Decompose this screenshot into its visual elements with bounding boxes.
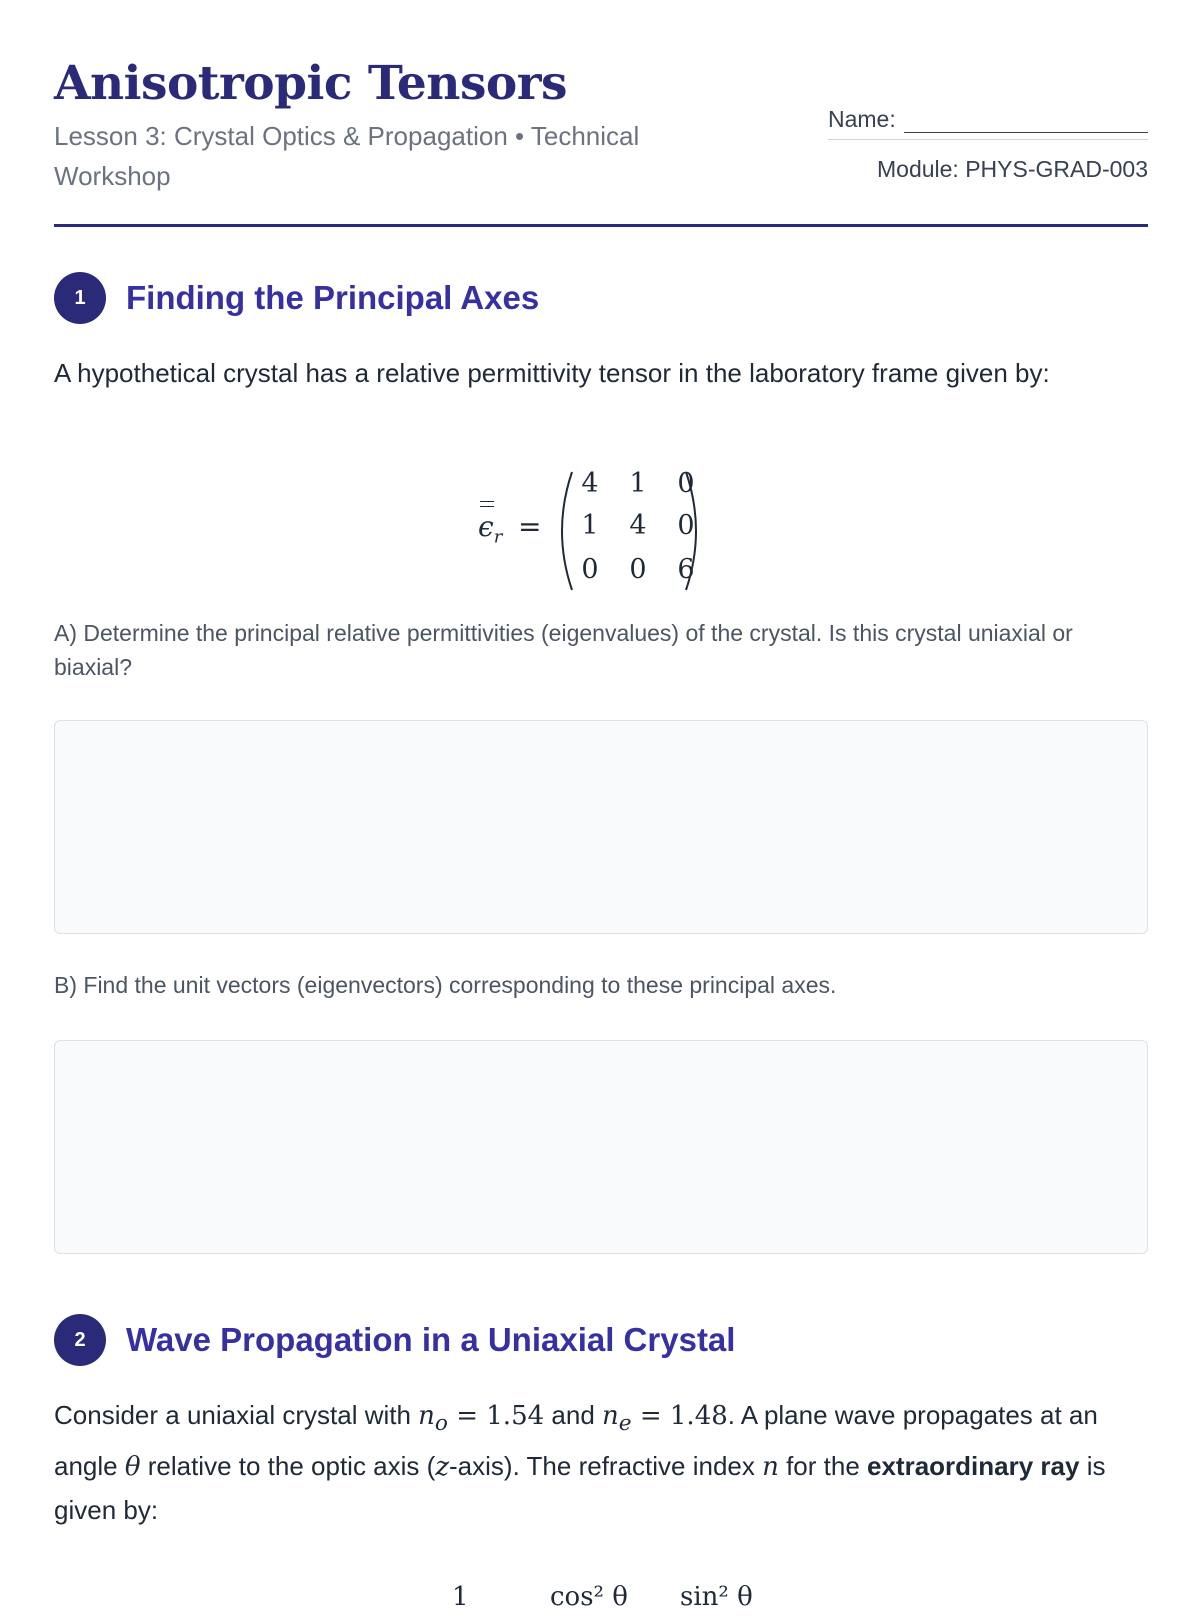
section-2-heading [54,1314,735,1366]
equals-sign: = [518,510,542,543]
section-title: Wave Propagation in a Uniaxial Crystal [126,1321,736,1358]
section-title: Finding the Principal Axes [126,279,540,316]
header-meta [828,106,1148,183]
answer-box-b[interactable] [54,1040,1148,1254]
permittivity-tensor-equation [54,468,1148,594]
name-label: Name: [828,106,896,132]
module-code: Module: PHYS-GRAD-003 [877,156,1148,182]
lesson-subtitle: Lesson 3: Crystal Optics & Propagation • Technical Workshop [54,121,640,191]
matrix-cell-r1c2: 1 [629,468,647,499]
answer-box-a[interactable] [54,720,1148,934]
section-number-badge: 2 [54,1314,106,1366]
matrix-cell-r3c3: 6 [677,554,695,585]
matrix-cell-r2c2: 4 [629,510,647,541]
section-2-paragraph: Consider a uniaxial crystal with $n_o = 1.54$ and $n_e = 1.48$. A plane wave propagates at an angle θ relative to the optic axis (z-axis). The refractive index n for the extraordinary ray is given by: [54,1400,1106,1526]
matrix-cell-r2c1: 1 [581,510,599,541]
question-a: A) Determine the principal relative permittivities (eigenvalues) of the crystal. Is this crystal uniaxial or biaxial? [54,620,1073,680]
matrix-cell-r2c3: 0 [677,510,695,541]
name-field-row [828,106,1148,140]
page-title: Anisotropic Tensors [54,56,568,111]
section-1-intro: A hypothetical crystal has a relative permittivity tensor in the laboratory frame given by: [54,358,1050,388]
section-1-heading [54,272,539,324]
name-blank-line[interactable] [904,112,1148,133]
epsilon-symbol: $\epsilon_r$ [478,510,502,548]
worksheet-page [54,0,1148,1612]
worksheet-header [54,0,1148,227]
bold-term: extraordinary ray [867,1451,1080,1482]
formula-cos-term: cos² θ [550,1582,628,1612]
matrix-cell-r1c1: 4 [581,468,599,499]
formula-sin-term: sin² θ [680,1582,753,1612]
formula-numerator: 1 [452,1582,469,1612]
matrix-cell-r3c1: 0 [581,554,599,585]
matrix-cell-r3c2: 0 [629,554,647,585]
question-b: B) Find the unit vectors (eigenvectors) corresponding to these principal axes. [54,972,837,998]
extraordinary-index-formula [54,1582,1148,1622]
matrix-cell-r1c3: 0 [677,468,695,499]
section-number-badge: 1 [54,272,106,324]
